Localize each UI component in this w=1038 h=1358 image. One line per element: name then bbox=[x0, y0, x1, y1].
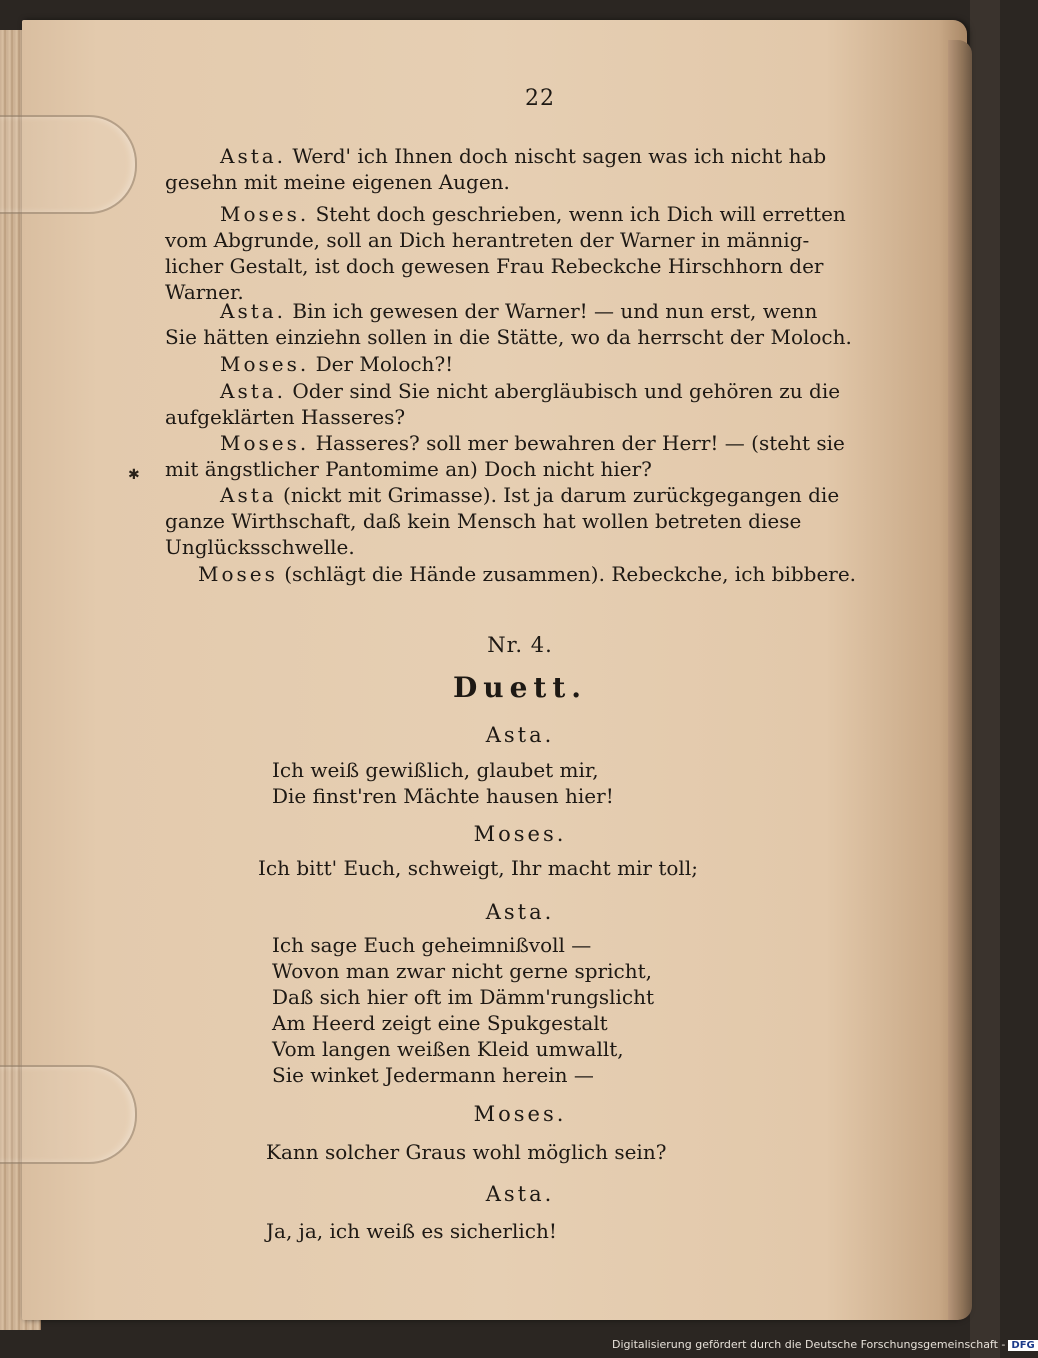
prose-line: gesehn mit meine eigenen Augen. bbox=[165, 170, 510, 194]
number-heading: Nr. 4. bbox=[487, 633, 553, 657]
page-right-edge bbox=[948, 40, 972, 1320]
verse-line: Am Heerd zeigt eine Spukgestalt bbox=[272, 1011, 608, 1035]
piece-title: Duett. bbox=[452, 671, 588, 704]
prose-line: ganze Wirthschaft, daß kein Mensch hat wollen betreten diese bbox=[165, 509, 802, 533]
verse-line: Wovon man zwar nicht gerne spricht, bbox=[272, 959, 652, 983]
verse-line: Ich weiß gewißlich, glaubet mir, bbox=[272, 758, 599, 782]
speaker-name: Moses. bbox=[220, 202, 310, 226]
verse-line: Daß sich hier oft im Dämm'rungslicht bbox=[272, 985, 655, 1009]
verse-line: Sie winket Jedermann herein — bbox=[272, 1063, 594, 1087]
plastic-clip-top bbox=[0, 115, 137, 214]
prose-line: Moses. Der Moloch?! bbox=[220, 352, 454, 376]
duet-speaker: Asta. bbox=[485, 723, 555, 747]
duet-speaker: Asta. bbox=[485, 1182, 555, 1206]
prose-line: Sie hätten einziehn sollen in die Stätte, wo da herrscht der Moloch. bbox=[165, 325, 852, 349]
digitization-credit: Digitalisierung gefördert durch die Deutsche Forschungsgemeinschaft - DFG bbox=[612, 1338, 1038, 1351]
verse-line: Ich sage Euch geheimnißvoll — bbox=[272, 933, 592, 957]
margin-mark: ✱ bbox=[128, 467, 140, 483]
prose-line: Asta (nickt mit Grimasse). Ist ja darum zurückgegangen die bbox=[220, 483, 840, 507]
plastic-clip-bottom bbox=[0, 1065, 137, 1164]
verse-line: Kann solcher Graus wohl möglich sein? bbox=[266, 1140, 667, 1164]
prose-line: aufgeklärten Hasseres? bbox=[165, 405, 406, 429]
prose-line: Asta. Oder sind Sie nicht abergläubisch und gehören zu die bbox=[220, 379, 841, 403]
prose-line: Unglücksschwelle. bbox=[165, 535, 355, 559]
verse-line: Ja, ja, ich weiß es sicherlich! bbox=[266, 1219, 557, 1243]
dfg-logo: DFG bbox=[1008, 1340, 1037, 1351]
prose-line: Warner. bbox=[165, 280, 244, 304]
verse-line: Vom langen weißen Kleid umwallt, bbox=[272, 1037, 624, 1061]
duet-speaker: Moses. bbox=[473, 822, 567, 846]
duet-speaker: Moses. bbox=[473, 1102, 567, 1126]
background-dark bbox=[970, 0, 1000, 1358]
prose-line: Moses. Hasseres? soll mer bewahren der Herr! — (steht sie bbox=[220, 431, 845, 455]
prose-line: vom Abgrunde, soll an Dich herantreten der Warner in männig- bbox=[165, 228, 810, 252]
duet-speaker: Asta. bbox=[485, 900, 555, 924]
page-number: 22 bbox=[525, 86, 555, 111]
verse-line: Ich bitt' Euch, schweigt, Ihr macht mir toll; bbox=[258, 856, 698, 880]
verse-line: Die finst'ren Mächte hausen hier! bbox=[272, 784, 614, 808]
speaker-name: Moses. bbox=[220, 431, 310, 455]
prose-line: licher Gestalt, ist doch gewesen Frau Rebeckche Hirschhorn der bbox=[165, 254, 824, 278]
speaker-name: Asta bbox=[220, 483, 277, 507]
prose-line: Moses. Steht doch geschrieben, wenn ich Dich will erretten bbox=[220, 202, 846, 226]
prose-line: Asta. Werd' ich Ihnen doch nischt sagen was ich nicht hab bbox=[220, 144, 827, 168]
speaker-name: Asta. bbox=[220, 299, 287, 323]
speaker-name: Asta. bbox=[220, 379, 287, 403]
speaker-name: Asta. bbox=[220, 144, 287, 168]
speaker-name: Moses bbox=[198, 562, 278, 586]
prose-line: Asta. Bin ich gewesen der Warner! — und nun erst, wenn bbox=[220, 299, 818, 323]
speaker-name: Moses. bbox=[220, 352, 310, 376]
prose-line: Moses (schlägt die Hände zusammen). Rebeckche, ich bibbere. bbox=[198, 562, 857, 586]
prose-line: mit ängstlicher Pantomime an) Doch nicht hier? bbox=[165, 457, 652, 481]
